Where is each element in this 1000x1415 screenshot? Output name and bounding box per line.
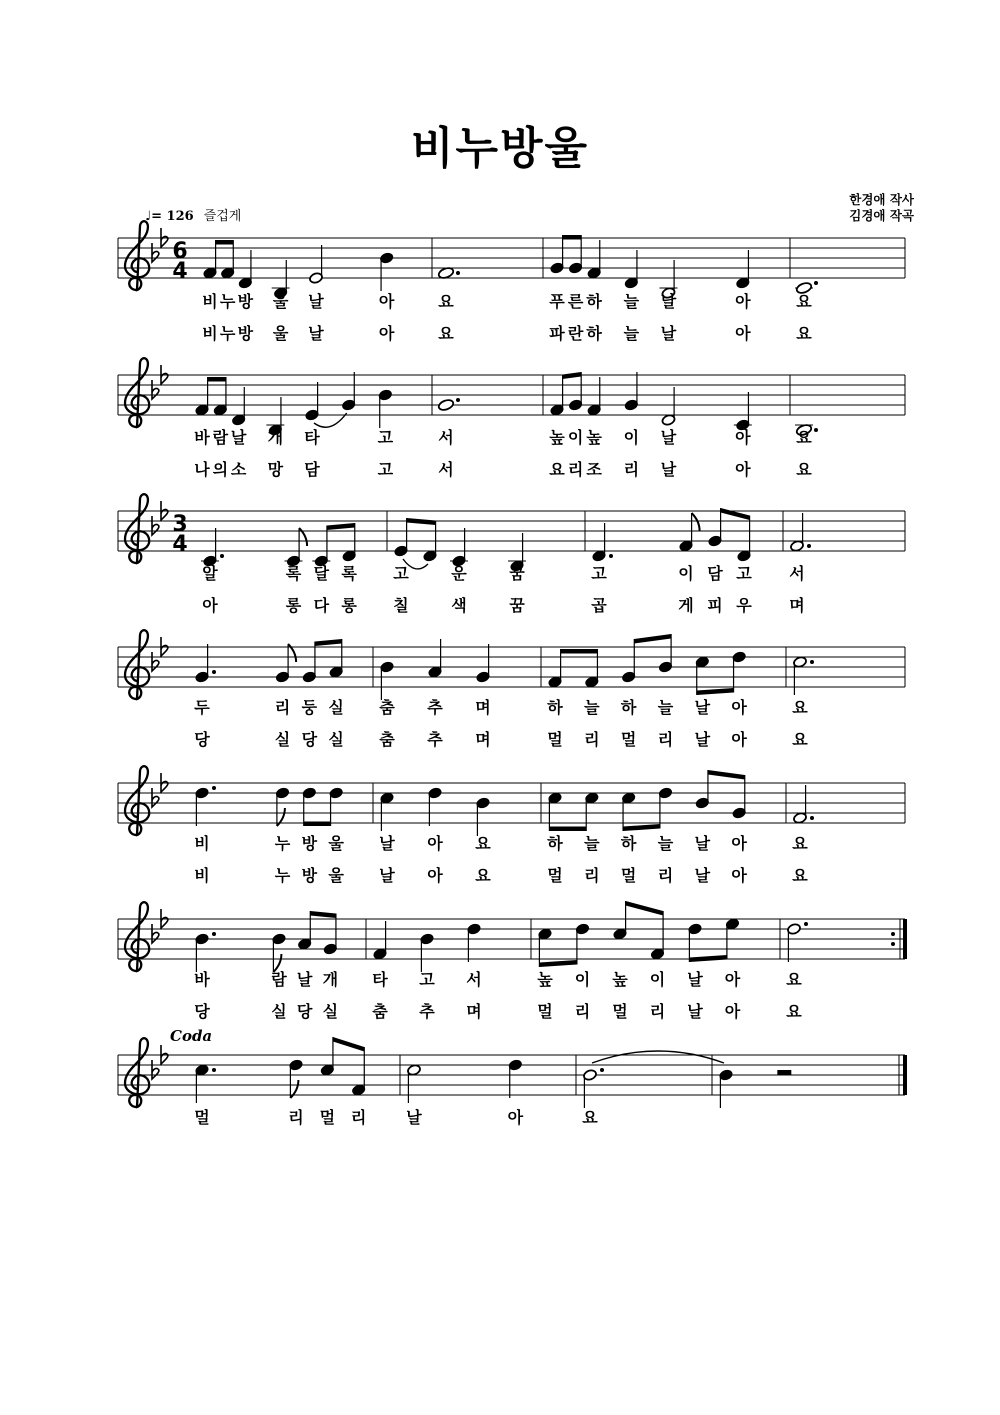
lyric-syllable: 파 bbox=[549, 324, 565, 343]
lyric-syllable: 리 bbox=[288, 1108, 304, 1127]
augmentation-dot bbox=[609, 554, 613, 558]
lyric-syllable: 요 bbox=[582, 1108, 598, 1127]
lyric-syllable: 추 bbox=[419, 1002, 435, 1021]
time-signature-top: 3 bbox=[172, 512, 188, 537]
beam bbox=[623, 824, 660, 831]
lyric-syllable: 나 bbox=[194, 460, 210, 479]
lyric-syllable: 두 bbox=[194, 698, 210, 717]
lyric-syllable: 날 bbox=[379, 866, 395, 885]
lyric-syllable: 멀 bbox=[612, 1002, 628, 1021]
lyric-syllable: 아 bbox=[731, 730, 747, 749]
lyric-syllable: 비 bbox=[194, 834, 210, 853]
beam bbox=[539, 960, 577, 967]
lyric-syllable: 요 bbox=[796, 292, 812, 311]
treble-clef bbox=[125, 494, 149, 563]
lyric-syllable: 서 bbox=[789, 564, 805, 583]
song-title: 비누방울 bbox=[410, 123, 589, 174]
composer-credit: 김경애 작곡 bbox=[849, 208, 914, 223]
lyric-syllable: 누 bbox=[274, 866, 291, 885]
lyric-syllable: 아 bbox=[724, 1002, 741, 1021]
lyric-syllable: 날 bbox=[660, 460, 677, 479]
lyric-syllable: 담 bbox=[707, 564, 723, 583]
augmentation-dot bbox=[810, 816, 814, 820]
lyric-syllable: 요 bbox=[438, 324, 454, 343]
lyric-syllable: 울 bbox=[328, 834, 344, 853]
lyric-syllable: 담 bbox=[304, 460, 320, 479]
tempo-mark: ♩= 126 bbox=[145, 209, 194, 224]
flat-sign bbox=[152, 516, 159, 535]
beam bbox=[626, 901, 664, 916]
lyric-syllable: 날 bbox=[687, 970, 703, 989]
lyric-syllable: 요 bbox=[438, 292, 454, 311]
time-signature-bottom: 4 bbox=[172, 532, 188, 557]
lyric-syllable: 하 bbox=[620, 834, 637, 853]
lyric-syllable: 실 bbox=[322, 1002, 339, 1021]
lyric-syllable: 당 bbox=[301, 730, 318, 749]
lyric-syllable: 높 bbox=[612, 970, 628, 989]
beam bbox=[708, 770, 745, 780]
lyric-syllable: 리 bbox=[584, 866, 600, 885]
lyricist-credit: 한경애 작사 bbox=[849, 192, 914, 207]
lyric-syllable: 소 bbox=[230, 460, 247, 479]
lyric-syllable: 춤 bbox=[379, 730, 395, 749]
lyric-syllable: 리 bbox=[657, 730, 674, 749]
lyric-syllable: 실 bbox=[274, 730, 291, 749]
lyric-syllable: 타 bbox=[372, 970, 388, 989]
lyric-syllable: 방 bbox=[237, 292, 254, 311]
lyric-syllable: 하 bbox=[620, 698, 637, 717]
lyric-syllable: 요 bbox=[786, 1002, 802, 1021]
lyric-syllable: 날 bbox=[660, 428, 677, 447]
lyric-syllable: 꿈 bbox=[509, 564, 525, 583]
lyric-syllable: 리 bbox=[623, 460, 640, 479]
treble-clef bbox=[125, 221, 149, 290]
repeat-barline-thick bbox=[903, 919, 907, 959]
lyric-syllable: 늘 bbox=[584, 698, 600, 717]
lyric-syllable: 춤 bbox=[372, 1002, 388, 1021]
lyric-syllable: 날 bbox=[694, 698, 711, 717]
lyric-syllable: 날 bbox=[379, 834, 395, 853]
lyric-syllable: 춤 bbox=[379, 698, 395, 717]
lyric-syllable: 요 bbox=[475, 866, 491, 885]
staff-system bbox=[118, 358, 905, 479]
lyric-syllable: 늘 bbox=[623, 324, 640, 343]
lyric-syllable: 아 bbox=[378, 292, 395, 311]
lyric-syllable: 개 bbox=[267, 428, 284, 447]
lyric-syllable: 고 bbox=[736, 564, 752, 583]
lyric-syllable: 요 bbox=[792, 730, 808, 749]
lyric-syllable: 멀 bbox=[547, 866, 563, 885]
lyric-syllable: 날 bbox=[406, 1108, 422, 1127]
lyric-syllable: 타 bbox=[304, 428, 320, 447]
beam bbox=[563, 372, 582, 379]
lyric-syllable: 람 bbox=[271, 970, 287, 989]
flat-sign bbox=[152, 380, 159, 399]
time-signature-bottom: 4 bbox=[172, 259, 188, 284]
lyric-syllable: 아 bbox=[202, 596, 218, 615]
lyric-syllable: 둥 bbox=[301, 698, 318, 717]
lyric-syllable: 색 bbox=[451, 596, 467, 615]
augmentation-dot bbox=[220, 554, 224, 558]
lyric-syllable: 높 bbox=[586, 428, 602, 447]
lyric-syllable: 게 bbox=[678, 596, 694, 615]
lyric-syllable: 곱 bbox=[591, 596, 607, 615]
augmentation-dot bbox=[456, 398, 460, 402]
augmentation-dot bbox=[814, 428, 818, 432]
lyric-syllable: 요 bbox=[786, 970, 802, 989]
beam bbox=[333, 1037, 364, 1052]
beam bbox=[549, 827, 586, 832]
lyric-syllable: 고 bbox=[377, 428, 394, 447]
treble-clef bbox=[125, 902, 149, 971]
lyric-syllable: 알 bbox=[202, 564, 218, 583]
lyric-syllable: 요 bbox=[792, 698, 808, 717]
lyric-syllable: 늘 bbox=[657, 834, 674, 853]
lyric-syllable: 록 bbox=[341, 564, 357, 583]
lyric-syllable: 멀 bbox=[620, 730, 637, 749]
lyric-syllable: 당 bbox=[194, 1002, 210, 1021]
lyric-syllable: 바 bbox=[194, 970, 210, 989]
lyric-syllable: 리 bbox=[657, 866, 674, 885]
lyric-syllable: 누 bbox=[219, 324, 236, 343]
lyric-syllable: 요 bbox=[549, 460, 565, 479]
beam bbox=[407, 518, 436, 525]
lyric-syllable: 추 bbox=[427, 730, 443, 749]
lyric-syllable: 당 bbox=[194, 730, 210, 749]
beam bbox=[634, 634, 671, 644]
lyric-syllable: 추 bbox=[427, 698, 443, 717]
lyric-syllable: 멀 bbox=[537, 1002, 553, 1021]
lyric-syllable: 운 bbox=[451, 564, 467, 583]
lyric-syllable: 누 bbox=[219, 292, 236, 311]
augmentation-dot bbox=[807, 544, 811, 548]
treble-clef bbox=[125, 766, 149, 835]
staff-system bbox=[118, 494, 905, 615]
beam bbox=[216, 240, 234, 245]
staff-system bbox=[118, 766, 905, 885]
lyric-syllable: 이 bbox=[649, 970, 666, 989]
augmentation-dot bbox=[814, 281, 818, 285]
lyric-syllable: 하 bbox=[586, 292, 602, 311]
lyric-syllable: 하 bbox=[547, 834, 563, 853]
lyric-syllable: 날 bbox=[308, 324, 324, 343]
augmentation-dot bbox=[212, 670, 216, 674]
lyric-syllable: 서 bbox=[466, 970, 482, 989]
lyric-syllable: 누 bbox=[274, 834, 291, 853]
eighth-flag bbox=[692, 513, 700, 531]
staff-system bbox=[118, 221, 905, 343]
lyric-syllable: 아 bbox=[735, 324, 751, 343]
lyric-syllable: 요 bbox=[792, 834, 808, 853]
flat-sign bbox=[152, 652, 159, 671]
lyric-syllable: 아 bbox=[724, 970, 741, 989]
lyric-syllable: 며 bbox=[466, 1002, 482, 1021]
lyric-syllable: 칠 bbox=[393, 596, 409, 615]
lyric-syllable: 늘 bbox=[623, 292, 640, 311]
augmentation-dot bbox=[810, 660, 814, 664]
lyric-syllable: 비 bbox=[202, 324, 218, 343]
lyric-syllable: 하 bbox=[586, 324, 602, 343]
lyric-syllable: 고 bbox=[419, 970, 435, 989]
staff-system bbox=[118, 1027, 907, 1127]
lyric-syllable: 람 bbox=[212, 428, 229, 447]
lyric-syllable: 울 bbox=[272, 292, 289, 311]
lyric-syllable: 아 bbox=[735, 460, 751, 479]
treble-clef bbox=[125, 358, 149, 427]
lyric-syllable: 아 bbox=[378, 324, 395, 343]
lyric-syllable: 의 bbox=[212, 460, 229, 479]
lyric-syllable: 며 bbox=[475, 698, 491, 717]
lyric-syllable: 아 bbox=[731, 834, 747, 853]
repeat-dot bbox=[891, 932, 895, 936]
lyric-syllable: 날 bbox=[230, 428, 247, 447]
lyric-syllable: 서 bbox=[438, 428, 454, 447]
augmentation-dot bbox=[212, 932, 216, 936]
lyric-syllable: 방 bbox=[301, 834, 318, 853]
flat-sign bbox=[152, 924, 159, 943]
lyric-syllable: 아 bbox=[427, 866, 443, 885]
beam bbox=[315, 639, 342, 646]
lyric-syllable: 며 bbox=[789, 596, 805, 615]
lyric-syllable: 른 bbox=[567, 292, 584, 311]
staff-system bbox=[118, 901, 907, 1021]
flat-sign bbox=[152, 1060, 159, 1079]
lyric-syllable: 날 bbox=[296, 970, 313, 989]
tie bbox=[592, 1051, 724, 1063]
lyric-syllable: 날 bbox=[660, 292, 677, 311]
lyric-syllable: 며 bbox=[475, 730, 491, 749]
lyric-syllable: 늘 bbox=[584, 834, 600, 853]
lyric-syllable: 아 bbox=[735, 292, 751, 311]
tempo-expression: 즐겁게 bbox=[203, 209, 242, 224]
flat-sign bbox=[152, 243, 159, 262]
lyric-syllable: 리 bbox=[649, 1002, 666, 1021]
beam bbox=[689, 955, 727, 962]
lyric-syllable: 날 bbox=[687, 1002, 703, 1021]
lyric-syllable: 리 bbox=[584, 730, 600, 749]
lyric-syllable: 개 bbox=[322, 970, 339, 989]
lyric-syllable: 리 bbox=[574, 1002, 591, 1021]
repeat-dot bbox=[891, 942, 895, 946]
augmentation-dot bbox=[804, 922, 808, 926]
lyric-syllable: 조 bbox=[586, 460, 602, 479]
augmentation-dot bbox=[600, 1068, 604, 1072]
lyric-syllable: 날 bbox=[660, 324, 677, 343]
lyric-syllable: 울 bbox=[328, 866, 344, 885]
lyric-syllable: 이 bbox=[567, 428, 584, 447]
lyric-syllable: 리 bbox=[567, 460, 584, 479]
beam bbox=[561, 649, 598, 654]
staff-system bbox=[118, 630, 905, 749]
lyric-syllable: 고 bbox=[393, 564, 409, 583]
half-rest bbox=[777, 1070, 791, 1075]
beam bbox=[310, 911, 336, 918]
lyric-syllable: 이 bbox=[574, 970, 591, 989]
lyric-syllable: 멀 bbox=[319, 1108, 336, 1127]
beam bbox=[721, 508, 750, 520]
lyric-syllable: 록 bbox=[285, 564, 302, 583]
lyric-syllable: 멀 bbox=[547, 730, 563, 749]
augmentation-dot bbox=[212, 1068, 216, 1072]
lyric-syllable: 멀 bbox=[620, 866, 637, 885]
lyric-syllable: 요 bbox=[792, 866, 808, 885]
final-barline-thick bbox=[903, 1055, 907, 1095]
beam bbox=[697, 688, 734, 695]
lyric-syllable: 이 bbox=[623, 428, 640, 447]
lyric-syllable: 꿈 bbox=[509, 596, 525, 615]
lyric-syllable: 당 bbox=[296, 1002, 313, 1021]
lyric-syllable: 높 bbox=[537, 970, 553, 989]
beam bbox=[563, 235, 582, 240]
lyric-syllable: 우 bbox=[736, 596, 752, 615]
lyric-syllable: 요 bbox=[796, 428, 812, 447]
lyric-syllable: 방 bbox=[301, 866, 318, 885]
lyric-syllable: 푸 bbox=[549, 292, 565, 311]
treble-clef bbox=[125, 630, 149, 699]
augmentation-dot bbox=[456, 271, 460, 275]
note-head bbox=[437, 398, 454, 411]
lyric-syllable: 롱 bbox=[285, 596, 302, 615]
lyric-syllable: 늘 bbox=[657, 698, 674, 717]
lyric-syllable: 망 bbox=[267, 460, 284, 479]
beam bbox=[304, 822, 331, 827]
lyric-syllable: 방 bbox=[237, 324, 254, 343]
lyric-syllable: 실 bbox=[328, 698, 344, 717]
lyric-syllable: 비 bbox=[202, 292, 218, 311]
lyric-syllable: 리 bbox=[274, 698, 291, 717]
lyric-syllable: 아 bbox=[731, 698, 747, 717]
lyric-syllable: 날 bbox=[694, 866, 711, 885]
lyric-syllable: 서 bbox=[438, 460, 454, 479]
lyric-syllable: 요 bbox=[475, 834, 491, 853]
beam bbox=[208, 377, 226, 382]
lyric-syllable: 요 bbox=[796, 460, 812, 479]
lyric-syllable: 비 bbox=[194, 866, 210, 885]
lyric-syllable: 이 bbox=[678, 564, 694, 583]
lyric-syllable: 실 bbox=[271, 1002, 287, 1021]
lyric-syllable: 고 bbox=[377, 460, 394, 479]
augmentation-dot bbox=[212, 786, 216, 790]
lyric-syllable: 아 bbox=[735, 428, 751, 447]
lyric-syllable: 리 bbox=[350, 1108, 367, 1127]
lyric-syllable: 요 bbox=[796, 324, 812, 343]
lyric-syllable: 란 bbox=[567, 324, 584, 343]
lyric-syllable: 날 bbox=[694, 834, 711, 853]
lyric-syllable: 멀 bbox=[194, 1108, 210, 1127]
lyric-syllable: 고 bbox=[591, 564, 607, 583]
lyric-syllable: 피 bbox=[707, 596, 723, 615]
lyric-syllable: 달 bbox=[313, 564, 330, 583]
lyric-syllable: 아 bbox=[427, 834, 443, 853]
lyric-syllable: 높 bbox=[549, 428, 565, 447]
lyric-syllable: 아 bbox=[731, 866, 747, 885]
lyric-syllable: 아 bbox=[507, 1108, 524, 1127]
lyric-syllable: 롱 bbox=[341, 596, 357, 615]
lyric-syllable: 하 bbox=[547, 698, 563, 717]
coda-label: Coda bbox=[170, 1027, 213, 1045]
flat-sign bbox=[152, 788, 159, 807]
time-signature-top: 6 bbox=[172, 239, 188, 264]
lyric-syllable: 다 bbox=[313, 596, 330, 615]
lyric-syllable: 날 bbox=[308, 292, 324, 311]
lyric-syllable: 바 bbox=[194, 428, 210, 447]
lyric-syllable: 실 bbox=[328, 730, 344, 749]
lyric-syllable: 울 bbox=[272, 324, 289, 343]
treble-clef bbox=[125, 1038, 149, 1107]
beam bbox=[327, 523, 355, 530]
lyric-syllable: 날 bbox=[694, 730, 711, 749]
